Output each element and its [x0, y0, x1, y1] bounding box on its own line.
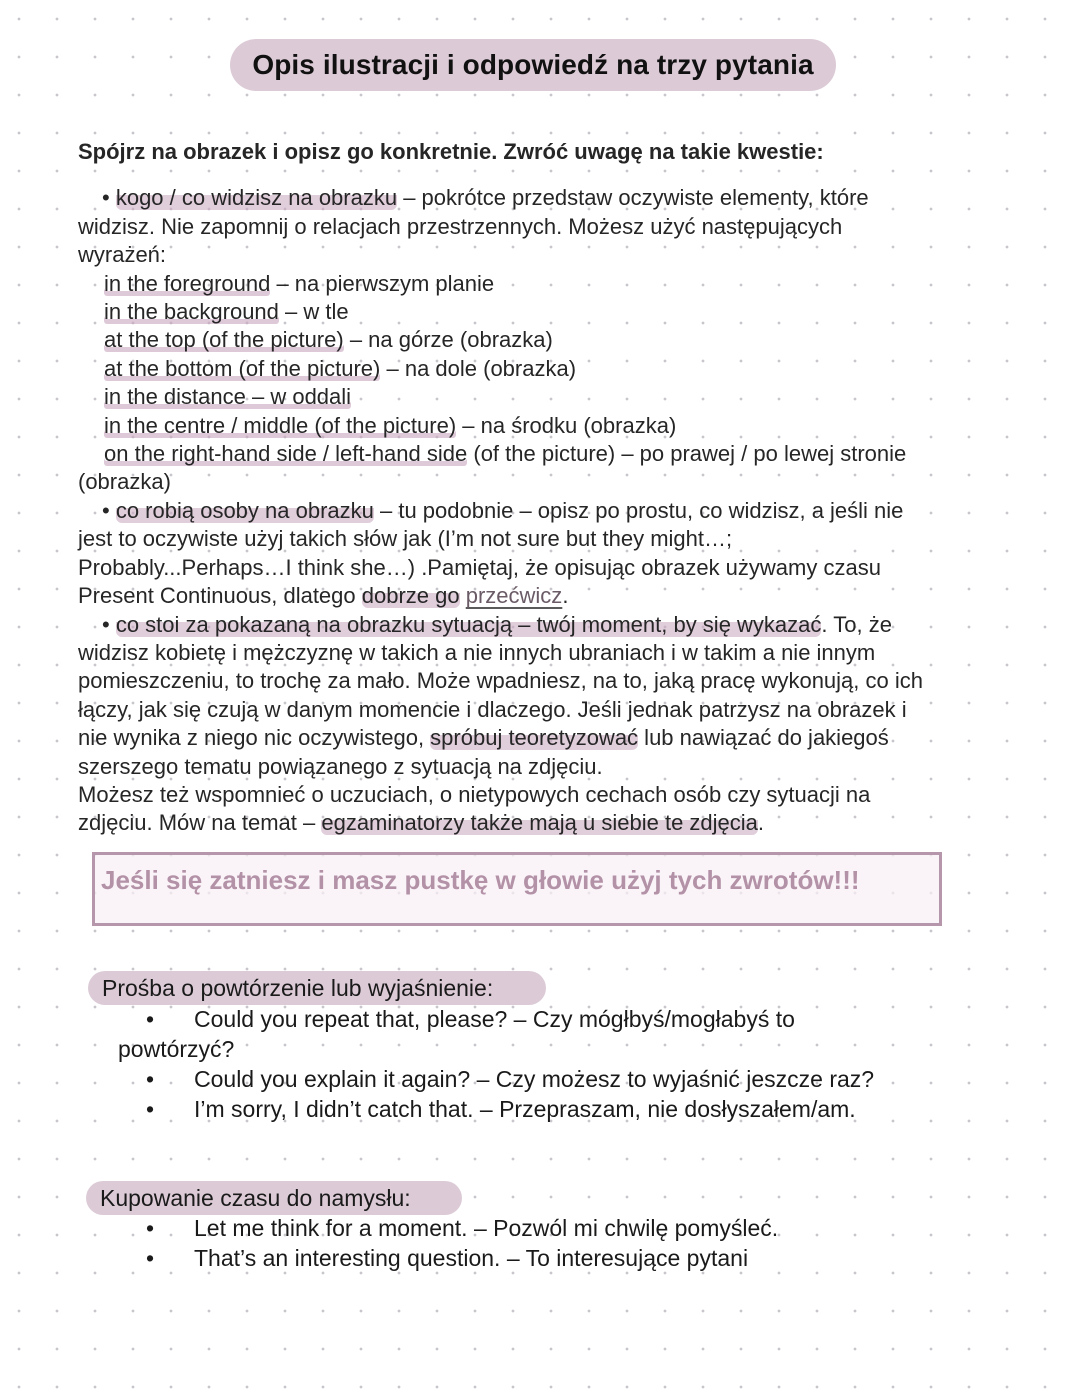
expression-pl: (of the picture) – po prawej / po lewej stronie [467, 441, 907, 467]
bullet-icon: • [102, 185, 110, 211]
point-1-line-2: widzisz. Nie zapomnij o relacjach przestrzennych. Możesz użyć następujących [78, 213, 843, 239]
period: . [562, 583, 569, 609]
phrase-text: I’m sorry, I didn’t catch that. – Przepraszam, nie dosłyszałem/am. [194, 1096, 856, 1122]
point-3-text: nie wynika z niego nic oczywistego, [78, 725, 431, 751]
section-heading-repeat [88, 971, 546, 1005]
point-2-highlight: co robią osoby na obrazku [115, 497, 374, 523]
expression-item [78, 326, 1018, 354]
time-phrases-list [118, 1213, 778, 1273]
expression-item [78, 383, 1018, 411]
underlined-word: przećwicz [465, 583, 563, 609]
callout-box [92, 852, 942, 926]
repeat-phrases-list [118, 1004, 874, 1124]
point-3-highlight-2: spróbuj teoretyzować [430, 725, 639, 751]
expression-en: in the distance – w oddali [104, 384, 352, 410]
point-3-line-5 [78, 724, 1018, 752]
expression-pl: – na dole (obrazka) [380, 355, 577, 381]
point-3-line-7: Możesz też wspomnieć o uczuciach, o nietypowych cechach osób czy sytuacji na [78, 781, 871, 807]
expression-en: in the background [104, 299, 279, 325]
section-heading-time [86, 1181, 462, 1215]
point-3-highlight-3: egzaminatorzy także mają u siebie te zdjęcia [321, 810, 758, 836]
phrase-continuation: powtórzyć? [118, 1036, 235, 1062]
point-2-highlight-2: dobrze go [361, 583, 460, 609]
page-title: Opis ilustracji i odpowiedź na trzy pytania [252, 49, 814, 80]
expression-item [78, 412, 1018, 440]
point-3-line [78, 611, 1018, 639]
bullet-icon: • [102, 497, 110, 523]
point-3-line-8 [78, 809, 1018, 837]
point-2-line [78, 497, 1018, 525]
point-1-highlight: kogo / co widzisz na obrazku [115, 185, 398, 211]
point-3-line-6: szerszego tematu powiązanego z sytuacją na zdjęciu. [78, 753, 603, 779]
point-3-line-2: widzisz kobietę i mężczyznę w takich a nie innych ubraniach i w takim a nie innym [78, 639, 876, 665]
expression-item [78, 355, 1018, 383]
bullet-icon: • [102, 611, 110, 637]
point-2-line-2: jest to oczywiste użyj takich słów jak (I’m not sure but they might…; [78, 526, 733, 552]
expression-pl: – na pierwszym planie [270, 270, 495, 296]
point-2-text: Present Continuous, dlatego [78, 583, 362, 609]
intro-heading: Spójrz na obrazek i opisz go konkretnie. Zwróć uwagę na takie kwestie: [78, 139, 824, 164]
expression-pl: – na górze (obrazka) [343, 327, 553, 353]
expression-en: on the right-hand side / left-hand side [104, 441, 468, 467]
phrase-item [118, 1064, 874, 1094]
phrase-item [118, 1243, 778, 1273]
callout-text: Jeśli się zatniesz i masz pustkę w głowie użyj tych zwrotów!!! [101, 865, 860, 895]
expression-en: at the top (of the picture) [104, 327, 344, 353]
bullet-icon: • [146, 1215, 155, 1241]
expression-pl: – w tle [278, 299, 349, 325]
phrase-item [118, 1094, 874, 1124]
point-2-text: – tu podobnie – opisz po prostu, co widzisz, a jeśli nie [373, 497, 904, 523]
point-3-line-3: pomieszczeniu, to trochę za mało. Może wpadniesz, na to, jaką pracę wykonują, co ich [78, 668, 923, 694]
point-3-highlight: co stoi za pokazaną na obrazku sytuacją – twój moment, by się wykazać [115, 611, 822, 637]
phrase-text: That’s an interesting question. – To interesujące pytani [194, 1245, 749, 1271]
point-2-line-3: Probably...Perhaps…I think she…) .Pamiętaj, że opisując obrazek używamy czasu [78, 554, 881, 580]
expression-item [78, 298, 1018, 326]
expression-tail: (obrazka) [78, 469, 171, 495]
expression-en: in the centre / middle (of the picture) [104, 412, 457, 438]
period: . [757, 810, 765, 836]
point-3-text: zdjęciu. Mów na temat – [78, 810, 322, 836]
point-3-text: . To, że [821, 611, 892, 637]
bullet-icon: • [146, 1096, 155, 1122]
phrase-text: Let me think for a moment. – Pozwól mi chwilę pomyśleć. [194, 1215, 779, 1241]
section-heading-text: Kupowanie czasu do namysłu: [100, 1184, 411, 1211]
point-2-line-4 [78, 582, 1018, 610]
bullet-icon: • [146, 1006, 155, 1032]
expression-pl: – na środku (obrazka) [456, 412, 677, 438]
expression-en: in the foreground [104, 270, 271, 296]
point-3-text: lub nawiązać do jakiegoś [638, 725, 889, 751]
title-banner [230, 39, 836, 91]
point-3-line-4: łączy, jak się czują w danym momencie i dlaczego. Jeśli jednak patrzysz na obrazek i [78, 696, 907, 722]
phrase-item [118, 1213, 778, 1243]
expression-item [78, 440, 1018, 468]
instructions-body [78, 138, 1018, 838]
bullet-icon: • [146, 1066, 155, 1092]
phrase-text: Could you explain it again? – Czy możesz to wyjaśnić jeszcze raz? [194, 1066, 875, 1092]
section-heading-text: Prośba o powtórzenie lub wyjaśnienie: [102, 974, 494, 1001]
point-1-line [78, 184, 1018, 212]
point-1-line-3: wyrażeń: [78, 242, 167, 268]
phrase-item [118, 1004, 874, 1034]
phrase-text: Could you repeat that, please? – Czy mógłbyś/mogłabyś to [194, 1006, 795, 1032]
expression-item [78, 270, 1018, 298]
point-1-text: – pokrótce przedstaw oczywiste elementy, które [397, 185, 869, 211]
bullet-icon: • [146, 1245, 155, 1271]
expression-en: at the bottom (of the picture) [104, 355, 381, 381]
